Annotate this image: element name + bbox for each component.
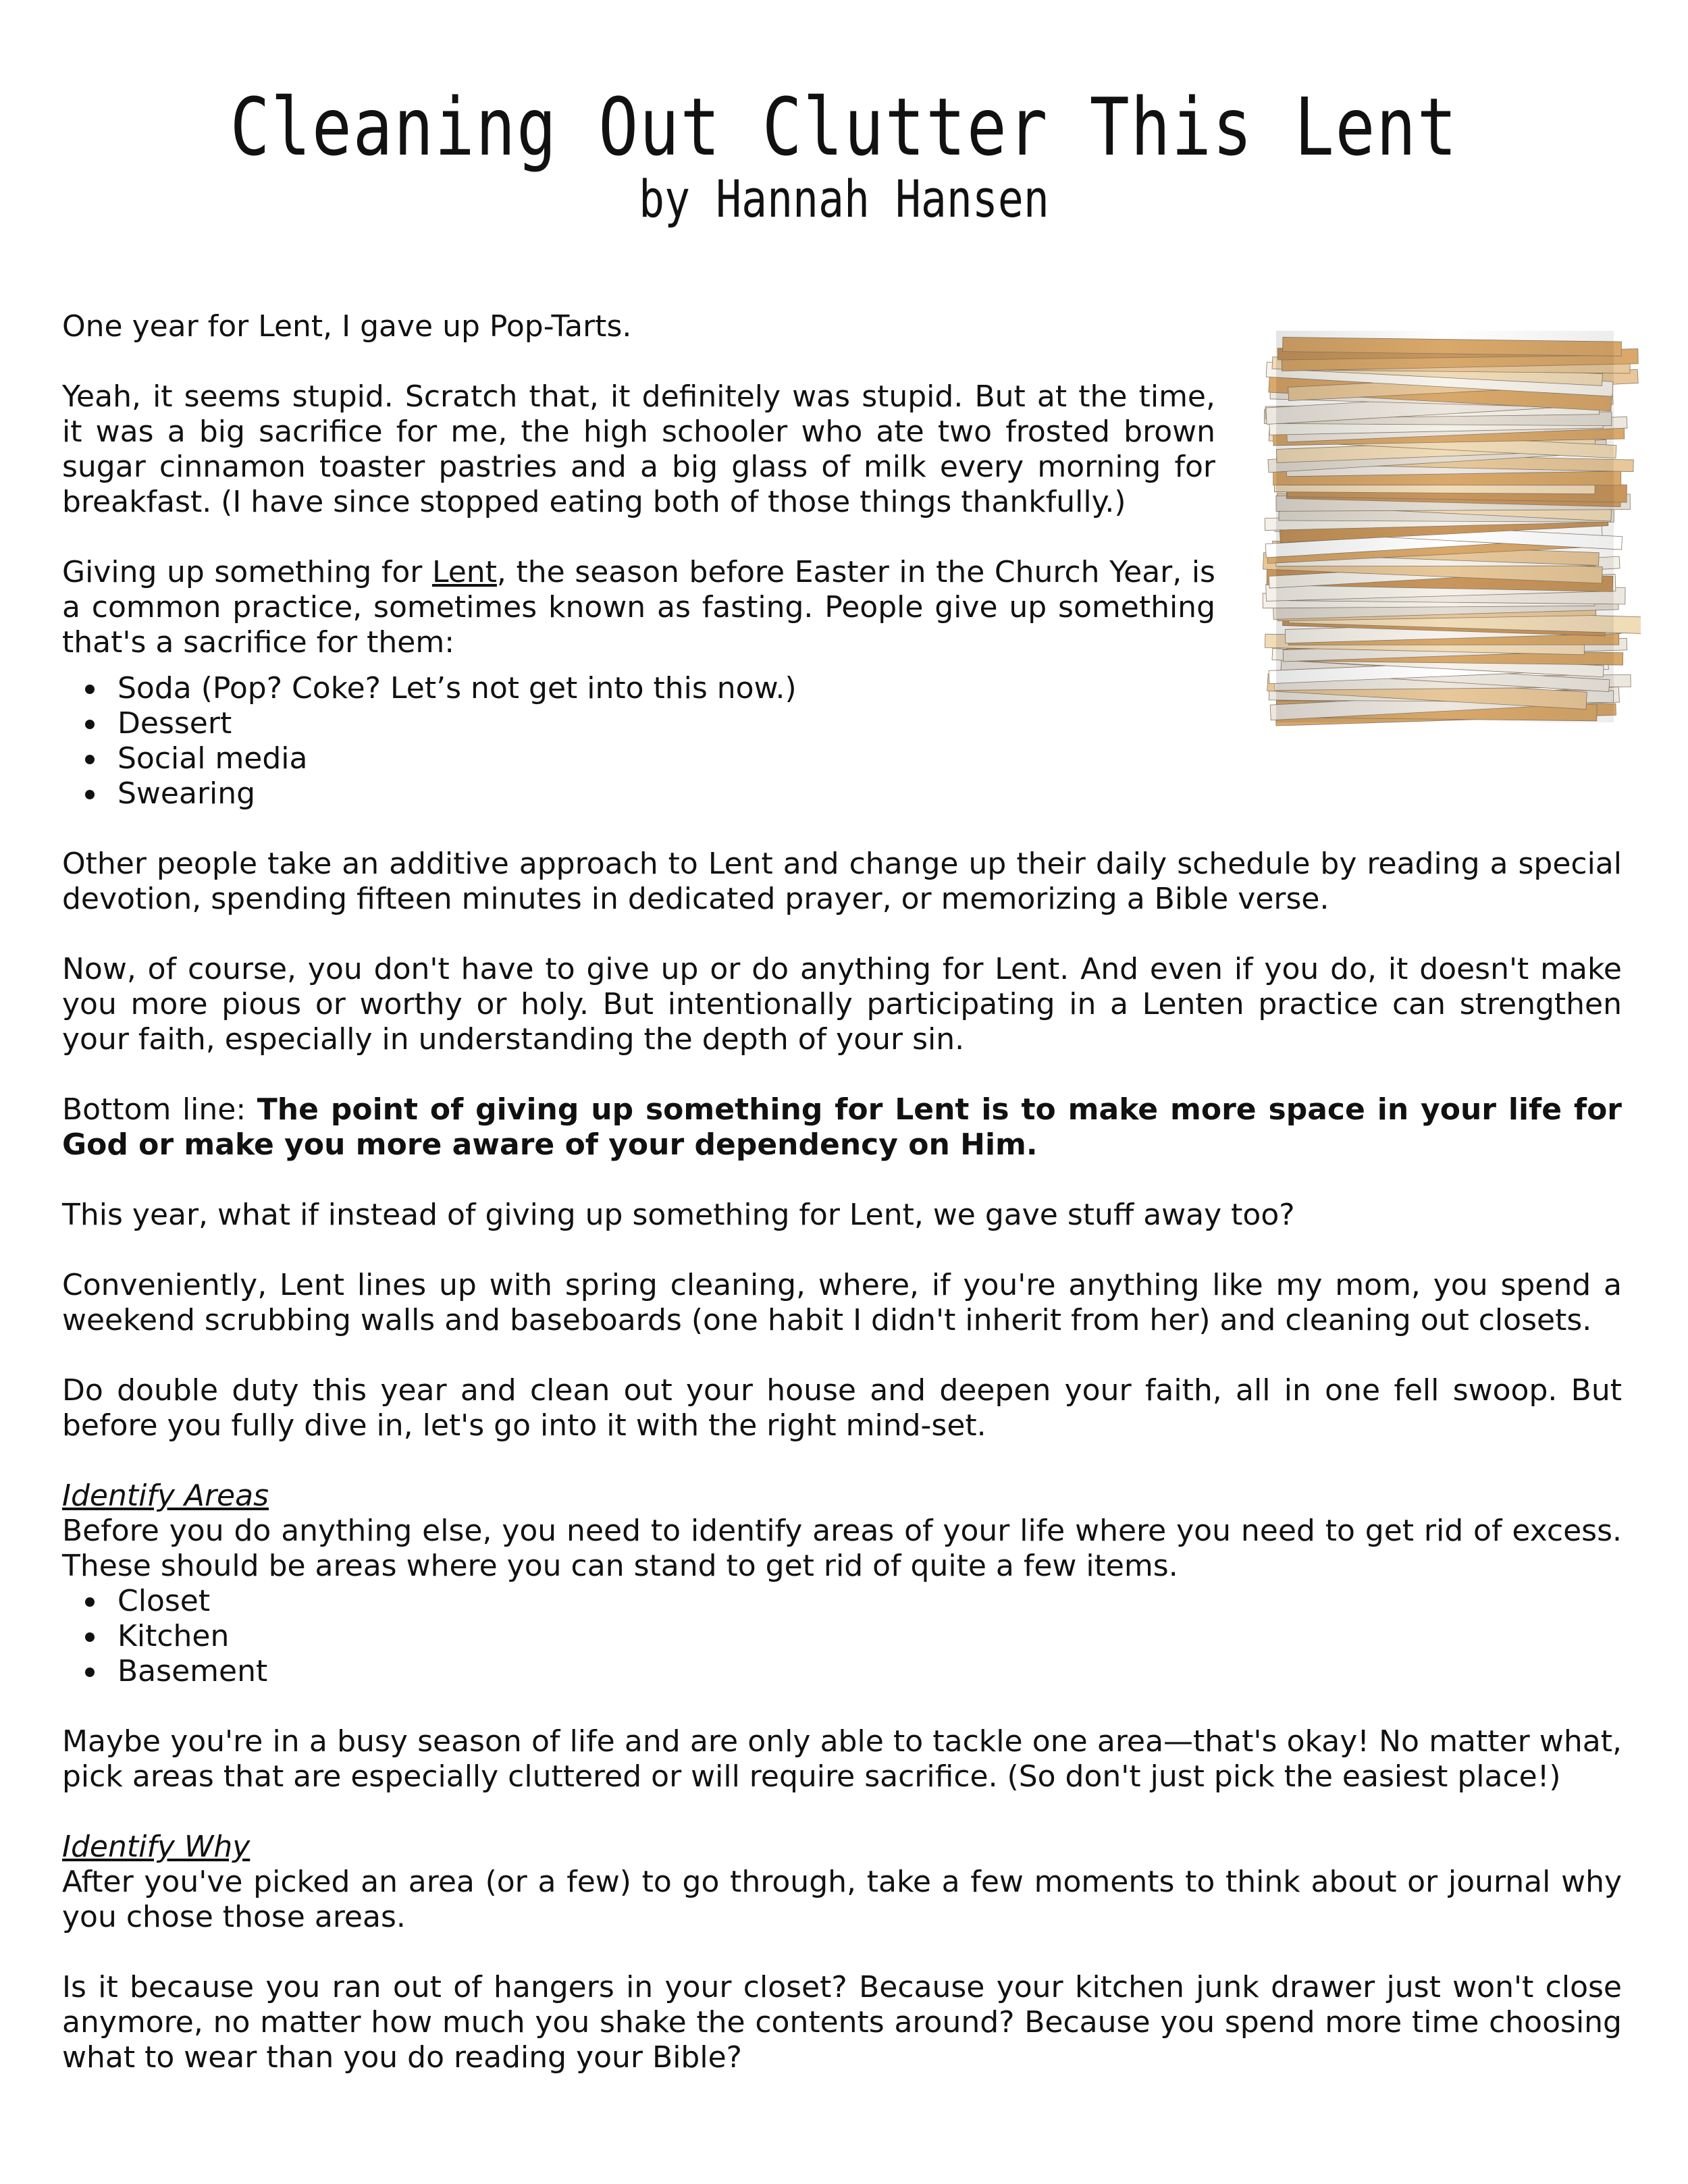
bottom-line-label: Bottom line: xyxy=(62,1092,257,1127)
paragraph: Is it because you ran out of hangers in your closet? Because your kitchen junk drawer just won't close anymore, no matter how much you shake the contents around? Because you spend more time choosing what to wear than you do reading your Bible? xyxy=(62,1970,1622,2075)
paragraph: This year, what if instead of giving up something for Lent, we gave stuff away too? xyxy=(62,1198,1295,1232)
list-item: Closet xyxy=(117,1584,1622,1619)
list-item: Basement xyxy=(117,1654,1622,1689)
bottom-line-paragraph xyxy=(62,1092,1622,1163)
paragraph xyxy=(62,555,1215,660)
identify-areas-section xyxy=(62,1479,1622,1584)
identify-why-section xyxy=(62,1830,1622,1935)
text-span: Giving up something for xyxy=(62,555,432,589)
section-heading-identify-why: Identify Why xyxy=(62,1830,250,1864)
paragraph: Maybe you're in a busy season of life and are only able to tackle one area—that's okay! No matter what, pick areas that are especially cluttered or will require sacrifice. (So don't just pick the easiest place!) xyxy=(62,1724,1622,1794)
paragraph: One year for Lent, I gave up Pop-Tarts. xyxy=(62,309,632,344)
list-item: Social media xyxy=(117,741,1215,776)
paragraph: Now, of course, you don't have to give up or do anything for Lent. And even if you do, it doesn't make you more pious or worthy or holy. But intentionally participating in a Lenten practice can strengthen your faith, especially in understanding the depth of your sin. xyxy=(62,952,1622,1057)
areas-list xyxy=(62,1584,1622,1689)
paragraph: Conveniently, Lent lines up with spring cleaning, where, if you're anything like my mom, you spend a weekend scrubbing walls and baseboards (one habit I didn't inherit from her) and cleaning out closets. xyxy=(62,1268,1622,1337)
paragraph: Do double duty this year and clean out your house and deepen your faith, all in one fell swoop. But before you fully dive in, let's go into it with the right mind-set. xyxy=(62,1373,1622,1443)
list-item: Kitchen xyxy=(117,1619,1622,1654)
text-span: , the season before Easter in the Church Year, is a common practice, sometimes known as fasting. People give up something that's a sacrifice for them: xyxy=(62,555,1215,660)
list-item: Soda (Pop? Coke? Let’s not get into this now.) xyxy=(117,671,1215,706)
paragraph: Yeah, it seems stupid. Scratch that, it definitely was stupid. But at the time, it was a big sacrifice for me, the high schooler who ate two frosted brown sugar cinnamon toaster pastries and a big glass of milk every morning for breakfast. (I have since stopped eating both of those things thankfully.) xyxy=(62,379,1215,519)
sacrifice-list xyxy=(62,671,1215,811)
list-item: Dessert xyxy=(117,706,1215,741)
paragraph: After you've picked an area (or a few) to go through, take a few moments to think about or journal why you chose those areas. xyxy=(62,1865,1622,1934)
intro-column xyxy=(62,309,1215,811)
paragraph: Before you do anything else, you need to identify areas of your life where you need to get rid of excess. These should be areas where you can stand to get rid of quite a few items. xyxy=(62,1514,1622,1583)
article-body xyxy=(62,309,1622,2110)
list-item: Swearing xyxy=(117,776,1215,811)
lent-link[interactable]: Lent xyxy=(431,555,497,589)
article-byline: by Hannah Hansen xyxy=(639,169,1049,229)
section-heading-identify-areas: Identify Areas xyxy=(62,1479,269,1513)
bottom-line-emphasis: The point of giving up something for Lent is to make more space in your life for God or make you more aware of your dependency on Him. xyxy=(62,1092,1623,1162)
paragraph: Other people take an additive approach to Lent and change up their daily schedule by reading a special devotion, spending fifteen minutes in dedicated prayer, or memorizing a Bible verse. xyxy=(62,847,1622,916)
article-title: Cleaning Out Clutter This Lent xyxy=(230,80,1458,174)
